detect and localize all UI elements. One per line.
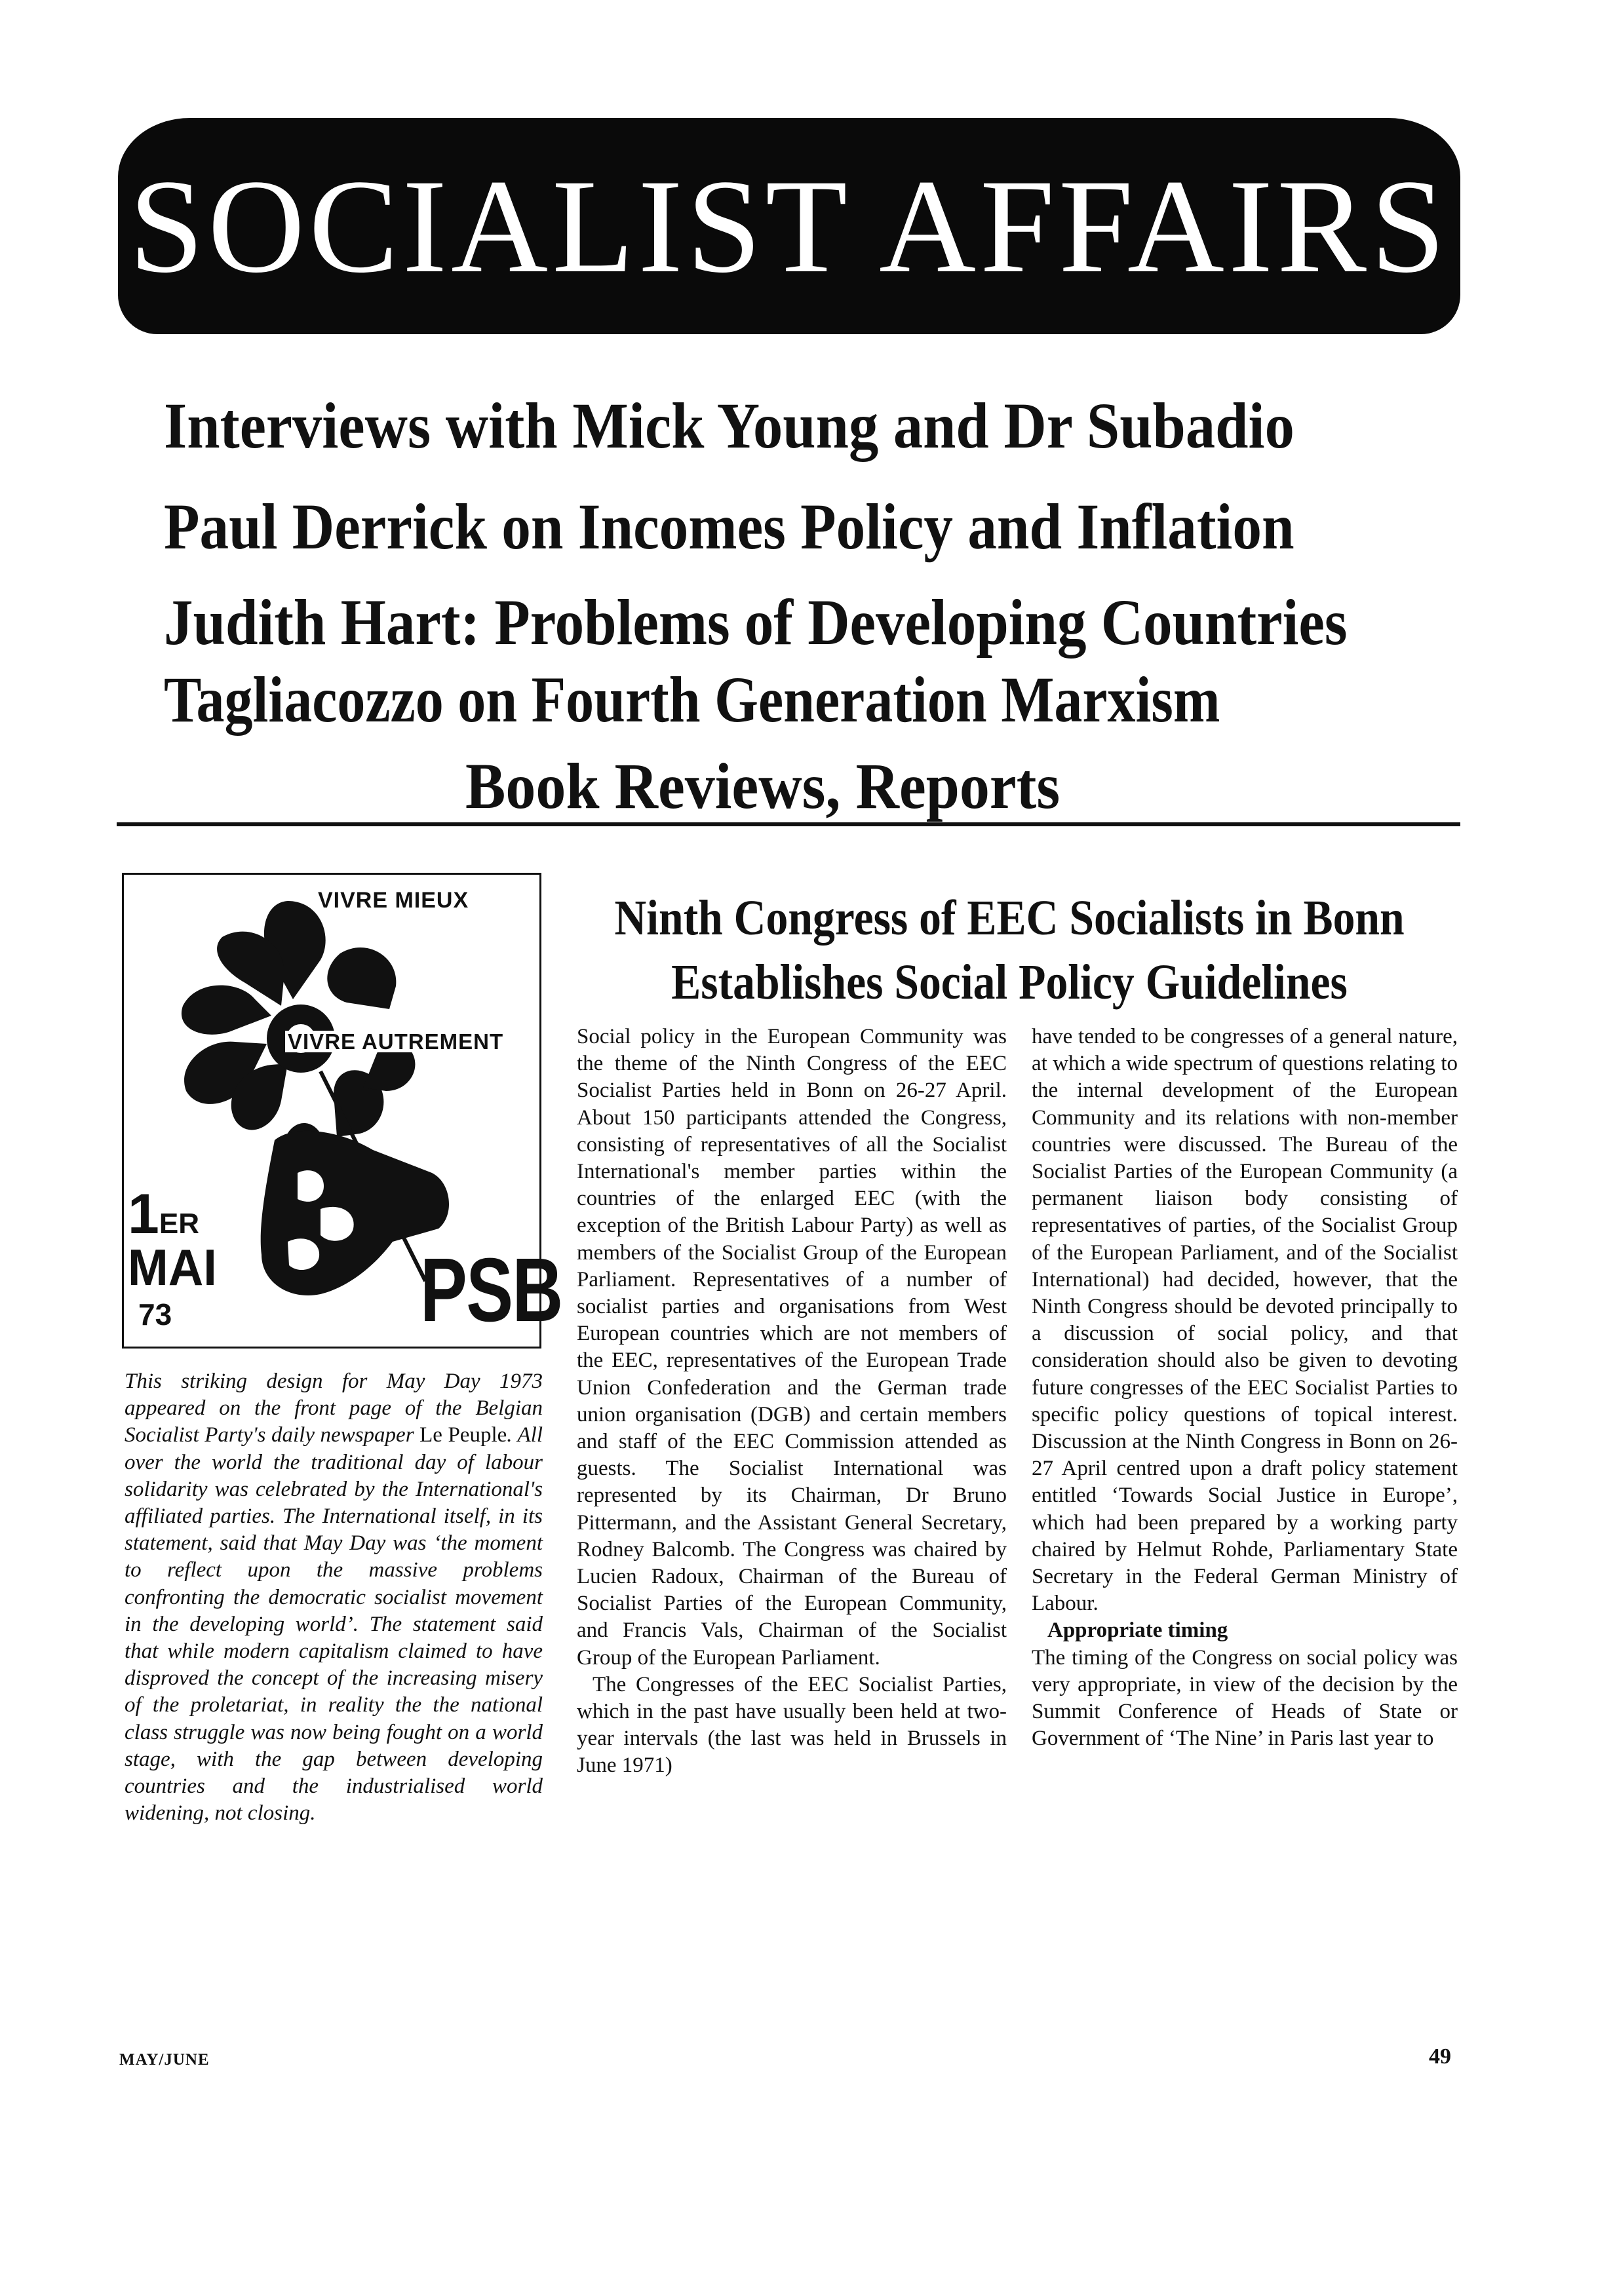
- poster-slogan: VIVRE MIEUX: [318, 888, 469, 913]
- poster-date-day: 1ER: [128, 1183, 199, 1246]
- poster-caption: This striking design for May Day 1973 appeared on the front page of the Belgian Socialist Party's daily newspaper Le Peuple. All over the world the traditional day of labour solidarity was celebrated by the International's affiliated parties. The International itself, in its statement, said that May Day was ‘the moment to reflect upon the massive problems confronting the democratic socialist movement in the developing world’. The statement said that while modern capitalism claimed to have disproved the concept of the increasing misery of the proletariat, in reality the the national class struggle was now being fought on a world stage, with the gap between developing countries and the industrialised world widening, not closing.: [125, 1369, 543, 1826]
- poster-date-year: 73: [138, 1297, 172, 1331]
- section-divider: [117, 822, 1460, 826]
- article-subheading: Appropriate timing: [1047, 1618, 1228, 1643]
- masthead-title: SOCIALIST AFFAIRS: [129, 151, 1449, 301]
- issue-label: MAY/JUNE: [119, 2051, 210, 2069]
- article-title: [564, 886, 1455, 1014]
- cover-headline: Tagliacozzo on Fourth Generation Marxism: [164, 663, 1220, 736]
- article-paragraph: The timing of the Congress on social policy was very appropriate, in view of the decision by the Summit Conference of Heads of State or Government of ‘The Nine’ in Paris last year to: [1032, 1645, 1458, 1751]
- article-paragraph: have tended to be congresses of a general nature, at which a wide spectrum of questions relating to the internal development of the European Community and its relations with non-member countries were discussed. The Bureau of the Socialist Parties of the European Community (a permanent liaison body consisting of representatives of parties, of the Socialist Group of the European Parliament, and of the Socialist International) had decided, however, that the Ninth Congress should be devoted principally to a discussion of social policy, and that consideration should also be given to devoting future congresses of the EEC Socialist Parties to specific policy questions of topical interest. Discussion at the Ninth Congress in Bonn on 26-27 April centred upon a draft policy statement entitled ‘Towards Social Justice in Europe’, which had been prepared by a working party chaired by Helmut Rohde, Parliamentary State Secretary in the Federal German Ministry of Labour.: [1032, 1025, 1458, 1616]
- cover-headline: Paul Derrick on Incomes Policy and Inflation: [164, 490, 1294, 563]
- may-day-poster: [122, 873, 562, 1349]
- cover-headline: Interviews with Mick Young and Dr Subadio: [164, 389, 1294, 462]
- article-paragraph: Social policy in the European Community was the theme of the Ninth Congress of the EEC Socialist Parties held in Bonn on 26-27 April. About 150 participants attended the Congress, consisting of representatives of all the Socialist International's member parties within the countries of the enlarged EEC (with the exception of the British Labour Party) as well as members of the Socialist Group of the European Parliament. Representatives of a number of socialist parties and organisations from West European countries which are not members of the EEC, representatives of the European Trade Union Confederation and the German trade union organisation (DGB) and certain members and staff of the EEC Commission attended as guests. The Socialist International was represented by its Chairman, Dr Bruno Pittermann, and the Assistant General Secretary, Rodney Balcomb. The Congress was chaired by Lucien Radoux, Chairman of the Bureau of Socialist Parties of the European Community, and Francis Vals, Chairman of the Socialist Group of the European Parliament.: [577, 1025, 1007, 1670]
- article-column-2: [1032, 1024, 1458, 1752]
- poster-slogan: VIVRE AUTREMENT: [285, 1031, 506, 1052]
- article-column-1: [577, 1024, 1007, 1780]
- poster-date-month: MAI: [128, 1238, 217, 1296]
- masthead-banner: [118, 118, 1460, 334]
- cover-headline: Judith Hart: Problems of Developing Countries: [164, 586, 1348, 659]
- article-title-line: Establishes Social Policy Guidelines: [671, 955, 1348, 1010]
- cover-headline: Book Reviews, Reports: [465, 750, 1060, 822]
- page-number: 49: [1429, 2044, 1451, 2069]
- article-title-line: Ninth Congress of EEC Socialists in Bonn: [614, 890, 1405, 946]
- article-paragraph: The Congresses of the EEC Socialist Parties, which in the past have usually been held at two-year intervals (the last was held in Brussels in June 1971): [577, 1672, 1007, 1778]
- poster-party-logo: PSB: [420, 1240, 562, 1341]
